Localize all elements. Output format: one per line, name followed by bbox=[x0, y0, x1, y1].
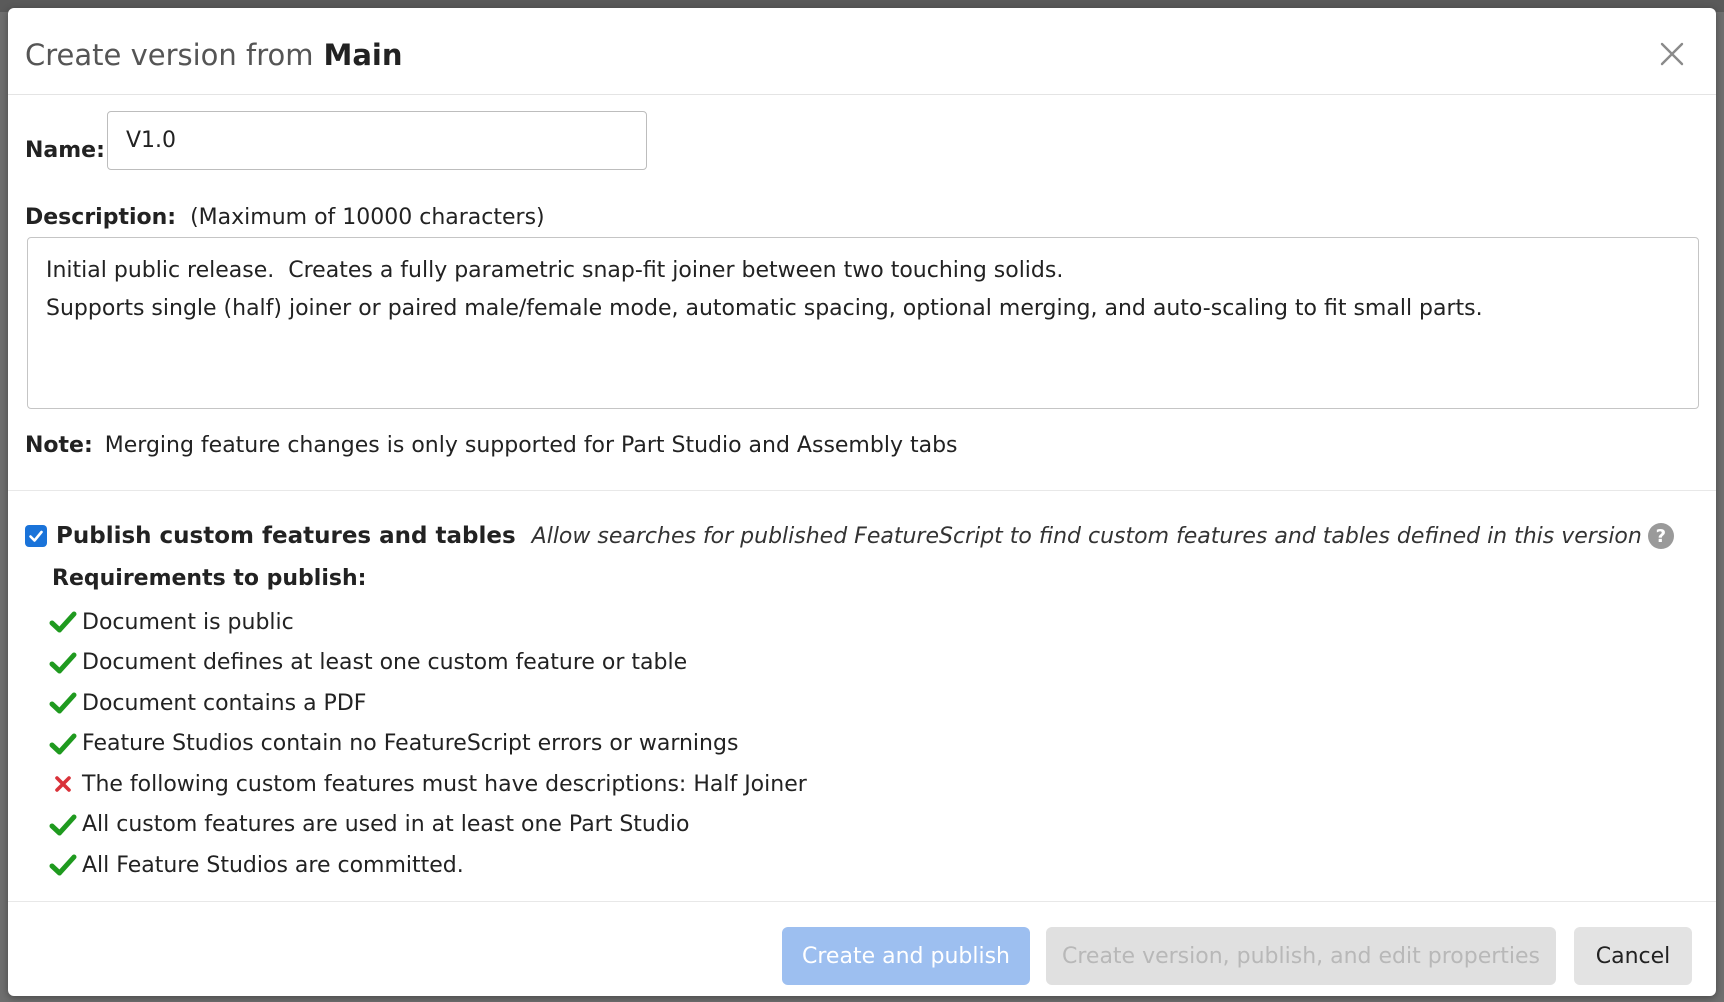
description-label-row bbox=[25, 205, 545, 230]
requirement-text: Feature Studios contain no FeatureScript errors or warnings bbox=[82, 731, 739, 757]
publish-option-row bbox=[25, 520, 1696, 552]
check-icon bbox=[48, 850, 78, 880]
requirement-item bbox=[48, 602, 807, 643]
requirement-text: All Feature Studios are committed. bbox=[82, 852, 464, 878]
requirement-text: Document is public bbox=[82, 609, 294, 635]
requirements-title: Requirements to publish: bbox=[52, 566, 367, 591]
requirement-text: All custom features are used in at least one Part Studio bbox=[82, 812, 690, 838]
help-icon[interactable]: ? bbox=[1648, 523, 1674, 549]
name-label: Name: bbox=[25, 138, 105, 163]
requirement-text: Document defines at least one custom feature or table bbox=[82, 650, 688, 676]
publish-hint: Allow searches for published FeatureScript to find custom features and tables defined in this version bbox=[531, 523, 1642, 549]
branch-name: Main bbox=[323, 38, 403, 72]
check-icon bbox=[48, 648, 78, 678]
requirements-list bbox=[48, 602, 807, 886]
description-hint: (Maximum of 10000 characters) bbox=[190, 205, 545, 230]
cancel-button[interactable]: Cancel bbox=[1574, 927, 1692, 985]
requirement-text: The following custom features must have descriptions: Half Joiner bbox=[82, 771, 807, 797]
check-icon bbox=[48, 607, 78, 637]
dialog-title bbox=[25, 38, 403, 72]
requirement-text: Document contains a PDF bbox=[82, 690, 367, 716]
note-row bbox=[25, 433, 958, 458]
requirement-item bbox=[48, 764, 807, 805]
publish-checkbox[interactable] bbox=[25, 525, 47, 547]
check-icon bbox=[48, 688, 78, 718]
close-icon bbox=[1659, 41, 1685, 67]
requirement-item bbox=[48, 724, 807, 765]
create-and-publish-button[interactable]: Create and publish bbox=[782, 927, 1030, 985]
create-publish-edit-button[interactable]: Create version, publish, and edit properties bbox=[1046, 927, 1556, 985]
requirement-item bbox=[48, 845, 807, 886]
close-button[interactable] bbox=[1652, 34, 1692, 74]
create-version-dialog bbox=[8, 8, 1716, 996]
section-divider bbox=[8, 490, 1716, 491]
footer-divider bbox=[8, 901, 1716, 902]
dialog-header bbox=[8, 8, 1716, 95]
note-text: Merging feature changes is only supported for Part Studio and Assembly tabs bbox=[104, 433, 958, 458]
note-label: Note: bbox=[25, 433, 93, 458]
description-label: Description: bbox=[25, 205, 177, 230]
check-icon bbox=[48, 729, 78, 759]
name-input[interactable] bbox=[107, 111, 647, 170]
requirement-item bbox=[48, 683, 807, 724]
check-icon bbox=[48, 810, 78, 840]
x-icon bbox=[48, 769, 78, 799]
requirement-item bbox=[48, 643, 807, 684]
publish-label[interactable]: Publish custom features and tables bbox=[56, 523, 516, 549]
description-textarea[interactable] bbox=[27, 237, 1699, 409]
dialog-title-prefix: Create version from bbox=[25, 38, 314, 72]
checkmark-icon bbox=[28, 528, 44, 544]
requirement-item bbox=[48, 805, 807, 846]
